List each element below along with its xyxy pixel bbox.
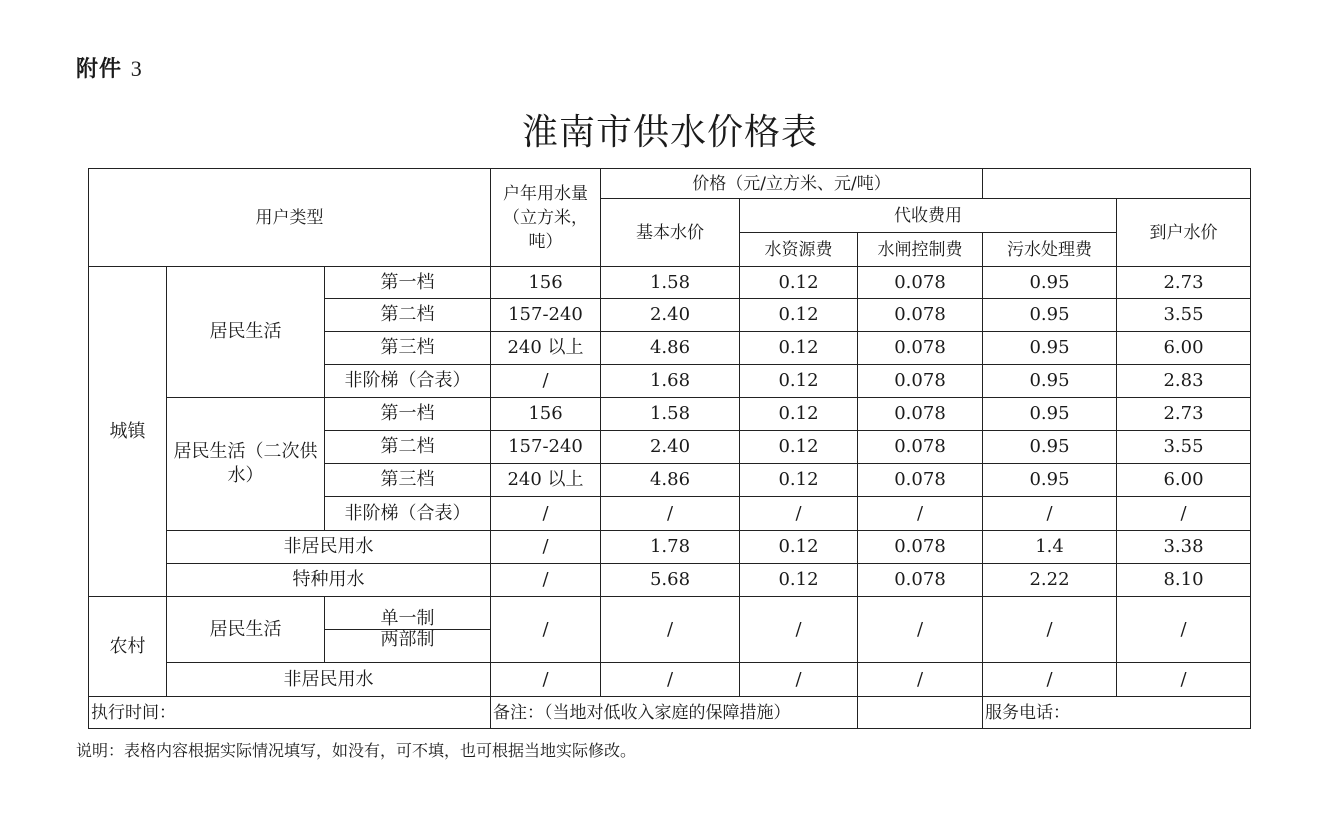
group-residential: 居民生活 [167, 267, 325, 398]
tier-label: 第二档 [325, 431, 491, 464]
sluice-fee-cell: / [858, 663, 983, 697]
door-price-cell: 8.10 [1117, 564, 1251, 597]
sluice-fee-cell: 0.078 [858, 299, 983, 332]
sluice-fee-cell: 0.078 [858, 531, 983, 564]
footer-blank-cell [858, 697, 983, 729]
base-price-cell: 5.68 [601, 564, 740, 597]
water-resource-fee-cell: 0.12 [740, 299, 858, 332]
water-resource-fee-cell: 0.12 [740, 564, 858, 597]
volume-cell: / [491, 597, 601, 663]
sluice-fee-cell: 0.078 [858, 431, 983, 464]
sluice-fee-cell: 0.078 [858, 332, 983, 365]
tier-label: 非阶梯（合表） [325, 497, 491, 531]
volume-cell: / [491, 365, 601, 398]
tier-label: 第二档 [325, 299, 491, 332]
group-rural-non-residential: 非居民用水 [167, 663, 491, 697]
door-price-cell: 3.38 [1117, 531, 1251, 564]
door-price-cell: / [1117, 497, 1251, 531]
table-row [89, 564, 1251, 597]
water-resource-fee-cell: 0.12 [740, 431, 858, 464]
page-title: 淮南市供水价格表 [521, 112, 818, 153]
water-resource-fee-cell: 0.12 [740, 365, 858, 398]
door-price-cell: 6.00 [1117, 464, 1251, 497]
sewage-fee-cell: 0.95 [983, 365, 1117, 398]
door-price-cell: 3.55 [1117, 299, 1251, 332]
price-table [88, 168, 1251, 729]
group-residential-secondary: 居民生活（二次供水） [167, 398, 325, 531]
attachment-label: 附件 3 [76, 56, 143, 82]
water-resource-fee-cell: 0.12 [740, 332, 858, 365]
tier-label: 第一档 [325, 267, 491, 299]
table-row [89, 267, 1251, 299]
volume-cell: 240 以上 [491, 464, 601, 497]
door-price-cell: / [1117, 663, 1251, 697]
volume-cell: 157-240 [491, 431, 601, 464]
base-price-cell: 4.86 [601, 332, 740, 365]
billing-single: 单一制 [380, 608, 435, 629]
sewage-fee-cell: 0.95 [983, 431, 1117, 464]
base-price-cell: 4.86 [601, 464, 740, 497]
sluice-fee-cell: / [858, 497, 983, 531]
sewage-fee-cell: 0.95 [983, 398, 1117, 431]
volume-cell: / [491, 663, 601, 697]
sluice-fee-cell: / [858, 597, 983, 663]
rural-billing-types [325, 597, 491, 663]
sewage-fee-cell: 2.22 [983, 564, 1117, 597]
volume-cell: 240 以上 [491, 332, 601, 365]
table-row [89, 398, 1251, 431]
header-water-resource-fee: 水资源费 [740, 233, 858, 267]
base-price-cell: / [601, 597, 740, 663]
sewage-fee-cell: 0.95 [983, 299, 1117, 332]
sewage-fee-cell: 0.95 [983, 332, 1117, 365]
tier-label: 非阶梯（合表） [325, 365, 491, 398]
base-price-cell: / [601, 497, 740, 531]
base-price-cell: 2.40 [601, 431, 740, 464]
volume-cell: 157-240 [491, 299, 601, 332]
base-price-cell: 1.58 [601, 267, 740, 299]
header-blank-cell [983, 169, 1251, 199]
sewage-fee-cell: / [983, 597, 1117, 663]
exec-time-label: 执行时间： [89, 697, 491, 729]
group-non-residential: 非居民用水 [167, 531, 491, 564]
door-price-cell: 3.55 [1117, 431, 1251, 464]
header-price-group: 价格（元/立方米、元/吨） [601, 169, 983, 199]
sluice-fee-cell: 0.078 [858, 267, 983, 299]
sewage-fee-cell: 0.95 [983, 267, 1117, 299]
tier-label: 第三档 [325, 332, 491, 365]
door-price-cell: 2.73 [1117, 398, 1251, 431]
remark-label: 备注：（当地对低收入家庭的保障措施） [491, 697, 858, 729]
base-price-cell: 1.78 [601, 531, 740, 564]
sluice-fee-cell: 0.078 [858, 398, 983, 431]
header-base-price: 基本水价 [601, 199, 740, 267]
sewage-fee-cell: / [983, 497, 1117, 531]
volume-cell: / [491, 497, 601, 531]
header-fee-group: 代收费用 [740, 199, 1117, 233]
billing-two-part: 两部制 [325, 629, 490, 650]
table-row [89, 663, 1251, 697]
header-sluice-control-fee: 水闸控制费 [858, 233, 983, 267]
sewage-fee-cell: / [983, 663, 1117, 697]
base-price-cell: / [601, 663, 740, 697]
sewage-fee-cell: 1.4 [983, 531, 1117, 564]
header-annual-volume: 户年用水量（立方米，吨） [491, 169, 601, 267]
header-door-price: 到户水价 [1117, 199, 1251, 267]
group-special: 特种用水 [167, 564, 491, 597]
header-sewage-fee: 污水处理费 [983, 233, 1117, 267]
water-resource-fee-cell: 0.12 [740, 464, 858, 497]
group-rural: 农村 [89, 597, 167, 697]
table-row [89, 531, 1251, 564]
volume-cell: / [491, 564, 601, 597]
group-town: 城镇 [89, 267, 167, 597]
sluice-fee-cell: 0.078 [858, 365, 983, 398]
water-resource-fee-cell: / [740, 597, 858, 663]
header-user-type: 用户类型 [89, 169, 491, 267]
footer-row [89, 697, 1251, 729]
water-resource-fee-cell: 0.12 [740, 267, 858, 299]
volume-cell: 156 [491, 267, 601, 299]
sluice-fee-cell: 0.078 [858, 464, 983, 497]
footnote: 说明：表格内容根据实际情况填写，如没有，可不填，也可根据当地实际修改。 [76, 741, 637, 760]
base-price-cell: 1.58 [601, 398, 740, 431]
water-resource-fee-cell: / [740, 663, 858, 697]
service-phone-label: 服务电话： [983, 697, 1251, 729]
volume-cell: 156 [491, 398, 601, 431]
water-resource-fee-cell: 0.12 [740, 398, 858, 431]
group-rural-residential: 居民生活 [167, 597, 325, 663]
water-resource-fee-cell: / [740, 497, 858, 531]
door-price-cell: 6.00 [1117, 332, 1251, 365]
sluice-fee-cell: 0.078 [858, 564, 983, 597]
base-price-cell: 1.68 [601, 365, 740, 398]
door-price-cell: 2.73 [1117, 267, 1251, 299]
sewage-fee-cell: 0.95 [983, 464, 1117, 497]
base-price-cell: 2.40 [601, 299, 740, 332]
volume-cell: / [491, 531, 601, 564]
tier-label: 第一档 [325, 398, 491, 431]
door-price-cell: 2.83 [1117, 365, 1251, 398]
door-price-cell: / [1117, 597, 1251, 663]
tier-label: 第三档 [325, 464, 491, 497]
water-resource-fee-cell: 0.12 [740, 531, 858, 564]
table-row [89, 597, 1251, 663]
